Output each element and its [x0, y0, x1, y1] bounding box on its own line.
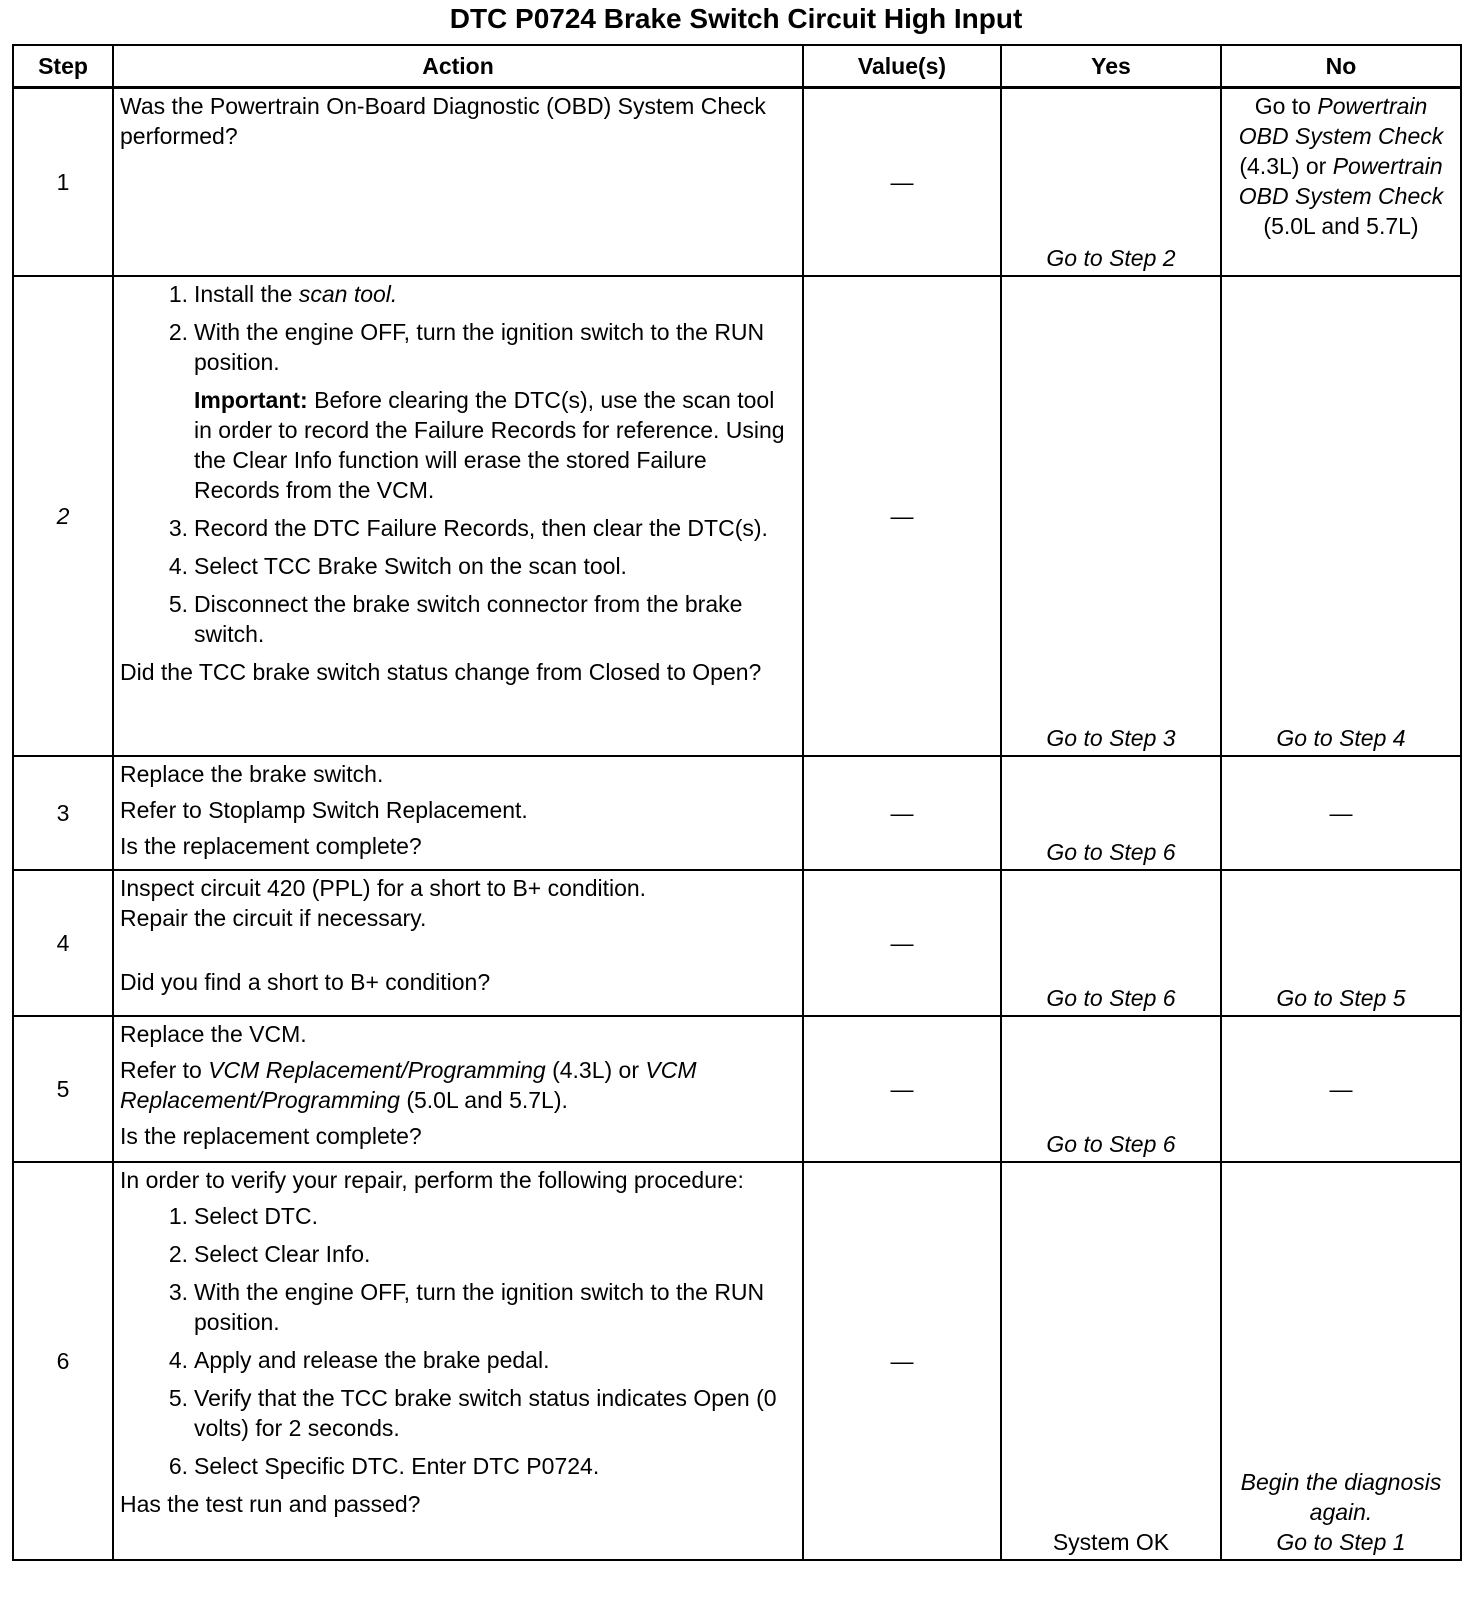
procedure-list	[120, 279, 796, 377]
no-cell: Go to Step 5	[1221, 870, 1461, 1016]
value-cell: —	[803, 276, 1001, 756]
list-item-number: 6.	[168, 1453, 188, 1479]
action-text: Replace the brake switch.	[120, 761, 384, 787]
header-action: Action	[113, 45, 803, 88]
page-title: DTC P0724 Brake Switch Circuit High Input	[449, 3, 1023, 34]
list-item-number: 1.	[168, 281, 188, 307]
no-link-5-0l: Powertrain OBD System Check	[1238, 153, 1444, 209]
list-item-text: Record the DTC Failure Records, then clear the DTC(s).	[194, 515, 768, 541]
action-text: Inspect circuit 420 (PPL) for a short to B+ condition.	[120, 875, 647, 901]
no-cell: —	[1221, 756, 1461, 870]
list-item-emphasis: scan tool.	[298, 281, 398, 307]
header-no: No	[1221, 45, 1461, 88]
yes-cell: Go to Step 3	[1001, 276, 1221, 756]
list-item-text: Disconnect the brake switch connector from the brake switch.	[194, 591, 743, 647]
yes-cell: Go to Step 6	[1001, 1016, 1221, 1162]
value-cell: —	[803, 1162, 1001, 1560]
action-refer	[120, 1055, 796, 1115]
list-item	[120, 589, 796, 649]
list-item-text: Select DTC.	[194, 1203, 318, 1229]
list-item	[120, 279, 796, 309]
list-item	[120, 1451, 796, 1481]
yes-cell: Go to Step 6	[1001, 870, 1221, 1016]
action-question: Did you find a short to B+ condition?	[120, 969, 491, 995]
no-instruction: Begin the diagnosis again.	[1240, 1469, 1442, 1525]
no-cell: Go to Step 4	[1221, 276, 1461, 756]
action-cell	[113, 870, 803, 1016]
step-number: 3	[13, 756, 113, 870]
table-row-step-1	[13, 88, 1461, 277]
yes-cell: Go to Step 6	[1001, 756, 1221, 870]
action-cell	[113, 276, 803, 756]
no-go-to: Go to	[1254, 93, 1311, 119]
action-question: Did the TCC brake switch status change from Closed to Open?	[120, 659, 762, 685]
step-number: 1	[13, 88, 113, 277]
list-item-number: 1.	[168, 1203, 188, 1229]
list-item	[120, 1277, 796, 1337]
list-item-text: Select TCC Brake Switch on the scan tool.	[194, 553, 627, 579]
list-item-number: 3.	[168, 1279, 188, 1305]
list-item-text: Select Specific DTC. Enter DTC P0724.	[194, 1453, 600, 1479]
yes-cell: System OK	[1001, 1162, 1221, 1560]
important-note	[120, 385, 796, 505]
header-yes: Yes	[1001, 45, 1221, 88]
action-text: Refer to Stoplamp Switch Replacement.	[120, 797, 528, 823]
action-cell	[113, 1162, 803, 1560]
step-number: 6	[13, 1162, 113, 1560]
list-item	[120, 1239, 796, 1269]
refer-link-4-3l: VCM Replacement/Programming	[208, 1057, 546, 1083]
refer-prefix: Refer to	[120, 1057, 202, 1083]
action-question: Has the test run and passed?	[120, 1491, 421, 1517]
list-item-number: 5.	[168, 591, 188, 617]
no-go-to: Go to Step 1	[1276, 1529, 1406, 1555]
list-item-number: 2.	[168, 319, 188, 345]
list-item-text: With the engine OFF, turn the ignition switch to the RUN position.	[194, 319, 765, 375]
procedure-list	[120, 1201, 796, 1481]
procedure-list	[120, 513, 796, 649]
step-number: 4	[13, 870, 113, 1016]
diagnostic-table	[12, 44, 1462, 1561]
list-item-number: 4.	[168, 553, 188, 579]
list-item	[120, 1201, 796, 1231]
action-text: Repair the circuit if necessary.	[120, 905, 427, 931]
refer-engine-5-0l: (5.0L and 5.7L).	[406, 1087, 568, 1113]
table-row-step-4	[13, 870, 1461, 1016]
value-cell: —	[803, 1016, 1001, 1162]
step-number: 2	[13, 276, 113, 756]
list-item	[120, 513, 796, 543]
action-cell	[113, 1016, 803, 1162]
header-row	[13, 45, 1461, 88]
table-row-step-5	[13, 1016, 1461, 1162]
refer-link-5-0l: VCM Replacement/Programming	[120, 1057, 697, 1113]
list-item-text: Apply and release the brake pedal.	[194, 1347, 550, 1373]
important-text: Before clearing the DTC(s), use the scan tool in order to record the Failure Records for reference. Using the Clear Info function will erase the stored Failure Records from the VCM.	[194, 387, 785, 503]
list-item	[120, 551, 796, 581]
list-item	[120, 1345, 796, 1375]
action-question: Is the replacement complete?	[120, 833, 422, 859]
no-link-4-3l: Powertrain OBD System Check	[1238, 93, 1444, 149]
step-number: 5	[13, 1016, 113, 1162]
action-cell	[113, 88, 803, 277]
header-values: Value(s)	[803, 45, 1001, 88]
list-item-text: Select Clear Info.	[194, 1241, 371, 1267]
value-cell: —	[803, 88, 1001, 277]
action-text: Replace the VCM.	[120, 1021, 307, 1047]
important-label: Important:	[194, 387, 308, 413]
list-item	[120, 1383, 796, 1443]
table-row-step-3	[13, 756, 1461, 870]
list-item-text: Install the	[194, 281, 293, 307]
no-engine-5-0l: (5.0L and 5.7L)	[1263, 213, 1419, 239]
list-item-text: Verify that the TCC brake switch status indicates Open (0 volts) for 2 seconds.	[194, 1385, 777, 1441]
table-row-step-6	[13, 1162, 1461, 1560]
list-item-number: 2.	[168, 1241, 188, 1267]
action-cell	[113, 756, 803, 870]
value-cell: —	[803, 756, 1001, 870]
table-row-step-2	[13, 276, 1461, 756]
no-cell: —	[1221, 1016, 1461, 1162]
spacer	[120, 933, 796, 967]
action-question: Is the replacement complete?	[120, 1123, 422, 1149]
action-intro: In order to verify your repair, perform the following procedure:	[120, 1167, 744, 1193]
action-question: Was the Powertrain On-Board Diagnostic (OBD) System Check performed?	[120, 93, 766, 149]
list-item-number: 4.	[168, 1347, 188, 1373]
list-item-number: 5.	[168, 1385, 188, 1411]
header-step: Step	[13, 45, 113, 88]
list-item-number: 3.	[168, 515, 188, 541]
refer-engine-4-3l: (4.3L) or	[552, 1057, 639, 1083]
value-cell: —	[803, 870, 1001, 1016]
no-engine-4-3l: (4.3L) or	[1239, 153, 1327, 179]
list-item	[120, 317, 796, 377]
no-cell	[1221, 88, 1461, 277]
list-item-text: With the engine OFF, turn the ignition switch to the RUN position.	[194, 1279, 765, 1335]
yes-cell: Go to Step 2	[1001, 88, 1221, 277]
no-cell	[1221, 1162, 1461, 1560]
